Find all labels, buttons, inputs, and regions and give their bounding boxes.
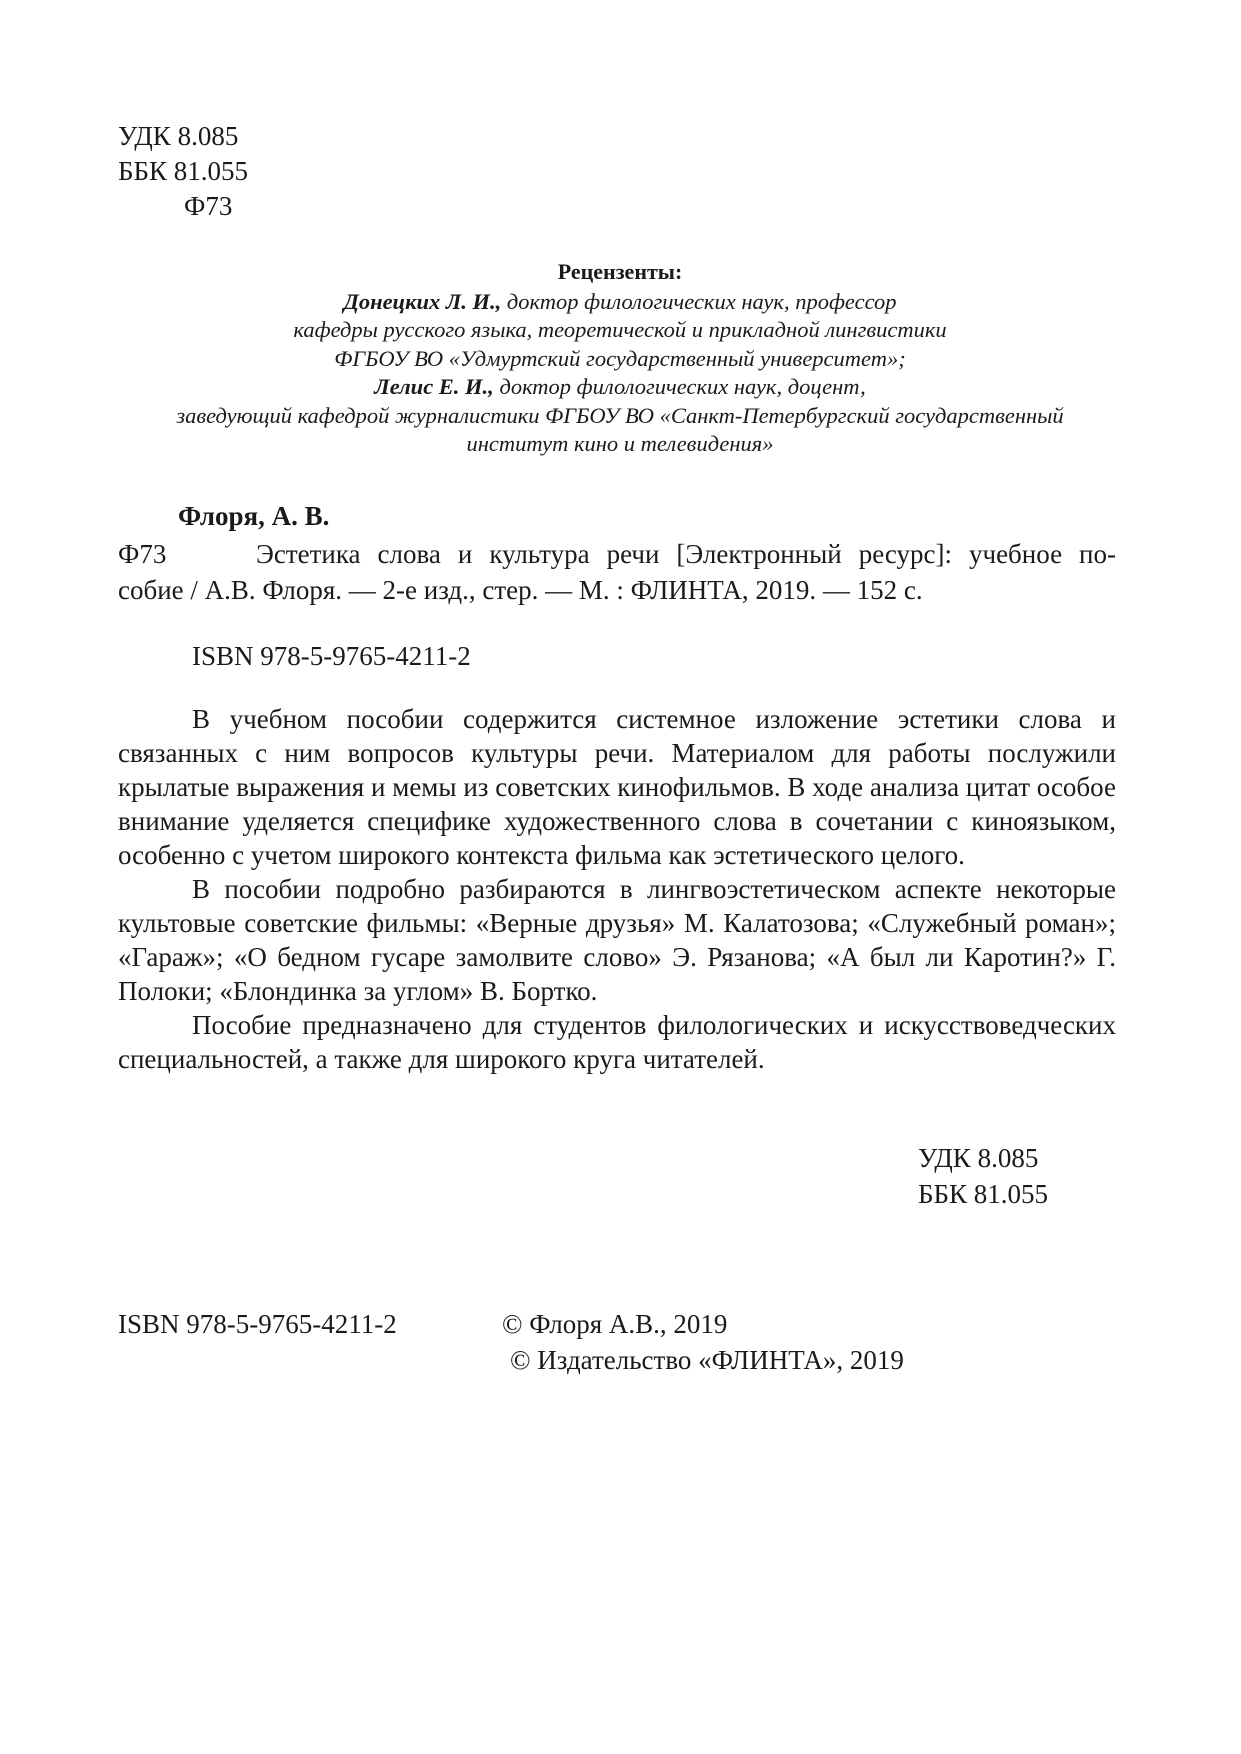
annotation-paragraph-2: В пособии подробно разбираются в лингвоэстетическом аспекте некоторые культовые советские фильмы: «Верные друзья» М. Калатозова; «Служебный роман»; «Гараж»; «О бедном гусаре замолвите слово» Э. Рязанова; «А был ли Каротин?» Г. Полоки; «Блондинка за углом» В. Бортко. (118, 874, 1116, 1006)
reviewers-block (100, 258, 1140, 459)
udk-code-bottom: УДК 8.085 (918, 1143, 1039, 1173)
reviewer-1-line-3: ФГБОУ ВО «Удмуртский государственный университет»; (334, 345, 906, 371)
reviewer-2-title: доктор филологических наук, доцент, (493, 374, 866, 399)
record-author-mark: Ф73 (118, 539, 167, 569)
bbk-code-top: ББК 81.055 (118, 156, 249, 186)
copyright-publisher: © Издательство «ФЛИНТА», 2019 (510, 1345, 904, 1375)
udk-code-top: УДК 8.085 (118, 121, 239, 151)
copyright-author: © Флоря А.В., 2019 (502, 1309, 728, 1339)
record-author: Флоря, А. В. (178, 501, 330, 531)
reviewers-heading: Рецензенты: (557, 259, 683, 284)
bbk-code-bottom: ББК 81.055 (918, 1179, 1049, 1209)
reviewer-2-name: Лелис Е. И., (374, 374, 494, 399)
annotation-paragraph-1: В учебном пособии содержится системное изложение эстетики слова и связанных с ним вопросов культуры речи. Материалом для работы послужили крылатые выражения и мемы из советских кинофильмов. В ходе анализа цитат особое внимание уделяется специфике художественного слова в сочетании с киноязыком, особенно с учетом широкого контекста фильма как эстетического целого. (118, 704, 1116, 870)
footer-isbn: ISBN 978-5-9765-4211-2 (118, 1309, 397, 1339)
author-mark-top: Ф73 (184, 191, 233, 221)
reviewer-2-line-2: заведующий кафедрой журналистики ФГБОУ ВО «Санкт-Петербургский государственный (176, 402, 1064, 428)
reviewer-1-name: Донецких Л. И., (343, 288, 502, 314)
record-description-line-1: Эстетика слова и культура речи [Электронный ресурс]: учебное по- (256, 539, 1116, 569)
annotation-paragraph-3: Пособие предназначено для студентов филологических и искусствоведческих специальностей, а также для широкого круга читателей. (118, 1010, 1116, 1074)
annotation (118, 702, 1116, 1076)
reviewer-2-line-3: институт кино и телевидения» (466, 431, 774, 456)
reviewer-1-line-2: кафедры русского языка, теоретической и прикладной лингвистики (293, 317, 947, 342)
record-description-line-2: собие / А.В. Флоря. — 2-е изд., стер. — М. : ФЛИНТА, 2019. — 152 с. (118, 575, 923, 605)
record-isbn: ISBN 978-5-9765-4211-2 (192, 641, 471, 671)
reviewer-1-line-1 (100, 288, 1140, 317)
reviewer-2-line-1 (100, 373, 1140, 402)
reviewer-1-title: доктор филологических наук, профессор (501, 288, 897, 314)
